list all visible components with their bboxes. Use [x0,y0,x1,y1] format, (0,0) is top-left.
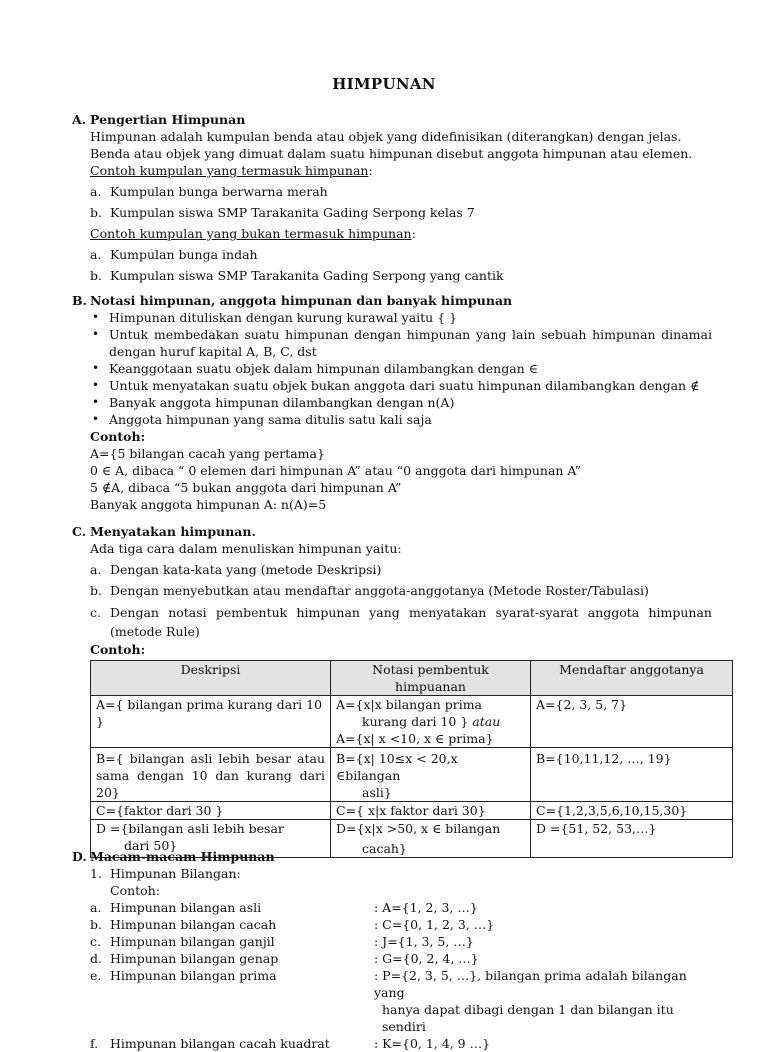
section-a-title: Pengertian Himpunan [90,112,246,127]
table-cell: B={10,11,12, …, 19} [531,748,733,802]
section-a-paragraph-1: Himpunan adalah kumpulan benda atau objek yang didefinisikan (diterangkan) dengan jelas. [90,129,682,144]
list-item: c. Dengan notasi pembentuk himpunan yang menyatakan syarat-syarat anggota himpunan (metode Rule) [90,605,712,639]
bullet-item: • Himpunan dituliskan dengan kurung kurawal yaitu { } [92,310,458,325]
section-b-number: B. [72,293,87,308]
bullet-item: • Untuk menyatakan suatu objek bukan anggota dari suatu himpunan dilambangkan dengan ∉ [92,378,700,393]
section-c [72,523,712,858]
table-cell: C={ x|x faktor dari 30} [331,802,531,820]
section-a-paragraph-2: Benda atau objek yang dimuat dalam suatu himpunan disebut anggota himpunan atau elemen. [90,146,693,161]
section-c-number: C. [72,524,87,539]
list-item: a. Dengan kata-kata yang (metode Deskripsi) [90,562,382,577]
example-label-excluded: Contoh kumpulan yang bukan termasuk himpunan: [90,226,416,241]
table-cell: C={faktor dari 30 } [91,802,331,820]
table-row [91,802,733,820]
table-cell: A={ bilangan prima kurang dari 10 } [91,696,331,748]
section-c-title: Menyatakan himpunan. [90,524,256,539]
example-line: Banyak anggota himpunan A: n(A)=5 [90,497,327,512]
section-d-title: Macam-macam Himpunan [90,849,275,864]
list-item: a. Himpunan bilangan asli : A={1, 2, 3, …} [90,900,478,915]
list-item: f. Himpunan bilangan cacah kuadrat : K={0, 1, 4, 9 …} [90,1036,491,1051]
list-item: b. Kumpulan siswa SMP Tarakanita Gading Serpong yang cantik [90,268,504,283]
example-label: Contoh: [90,642,146,657]
section-d-number: D. [72,849,87,864]
section-a [72,111,712,284]
set-notation-table [90,660,733,858]
example-line: 0 ∈ A, dibaca “ 0 elemen dari himpunan A” atau “0 anggota dari himpunan A” [90,463,582,478]
section-c-intro: Ada tiga cara dalam menuliskan himpunan yaitu: [90,541,402,556]
bullet-item: • Anggota himpunan yang sama ditulis satu kali saja [92,412,432,427]
table-header: Notasi pembentuk himpuanan [331,661,531,696]
example-label: Contoh: [90,429,146,444]
table-cell: D={x|x >50, x ∈ bilangan cacah} [331,820,531,858]
section-d [72,848,712,1052]
table-cell: D ={51, 52, 53,…} [531,820,733,858]
section-b [72,292,712,513]
table-header: Deskripsi [91,661,331,696]
list-item: c. Himpunan bilangan ganjil : J={1, 3, 5, …} [90,934,474,949]
section-d-heading [72,848,712,865]
table-row [91,748,733,802]
list-item: b. Himpunan bilangan cacah : C={0, 1, 2, 3, …} [90,917,495,932]
subsection-heading: 1. Himpunan Bilangan: [90,866,241,881]
example-line: A={5 bilangan cacah yang pertama} [90,446,325,461]
bullet-item: • Untuk membedakan suatu himpunan dengan himpunan yang lain sebuah himpunan dinamai dengan huruf kapital A, B, C, dst [92,327,712,359]
table-cell: A={2, 3, 5, 7} [531,696,733,748]
example-line: 5 ∉A, dibaca “5 bukan anggota dari himpunan A” [90,480,402,495]
list-item: a. Kumpulan bunga berwarna merah [90,184,328,199]
section-a-number: A. [72,112,87,127]
bullet-item: • Keanggotaan suatu objek dalam himpunan dilambangkan dengan ∈ [92,361,538,376]
list-item: d. Himpunan bilangan genap : G={0, 2, 4, …} [90,951,479,966]
page-title: HIMPUNAN [332,75,436,93]
table-cell: D ={bilangan asli lebih besar dari 50} [91,820,331,858]
table-cell: B={x| 10≤x < 20,x ∈bilangan asli} [331,748,531,802]
list-item: e. Himpunan bilangan prima : P={2, 3, 5, …}, bilangan prima adalah bilangan yang hanya dapat dibagi dengan 1 dan bilangan itu sendiri [90,968,687,1034]
list-item: b. Kumpulan siswa SMP Tarakanita Gading Serpong kelas 7 [90,205,475,220]
example-label-included: Contoh kumpulan yang termasuk himpunan: [90,163,373,178]
table-row [91,696,733,748]
section-b-title: Notasi himpunan, anggota himpunan dan banyak himpunan [90,293,513,308]
section-a-heading [72,111,712,128]
table-cell: A={x|x bilangan prima kurang dari 10 } atau A={x| x <10, x ∈ prima} [331,696,531,748]
section-c-heading [72,523,712,540]
table-header-row [91,661,733,696]
table-header: Mendaftar anggotanya [531,661,733,696]
list-item: b. Dengan menyebutkan atau mendaftar anggota-anggotanya (Metode Roster/Tabulasi) [90,583,649,598]
bullet-item: • Banyak anggota himpunan dilambangkan dengan n(A) [92,395,455,410]
example-label: Contoh: [110,883,160,898]
table-cell: C={1,2,3,5,6,10,15,30} [531,802,733,820]
list-item: a. Kumpulan bunga indah [90,247,258,262]
section-b-heading [72,292,712,309]
table-cell: B={ bilangan asli lebih besar atau sama dengan 10 dan kurang dari 20} [91,748,331,802]
